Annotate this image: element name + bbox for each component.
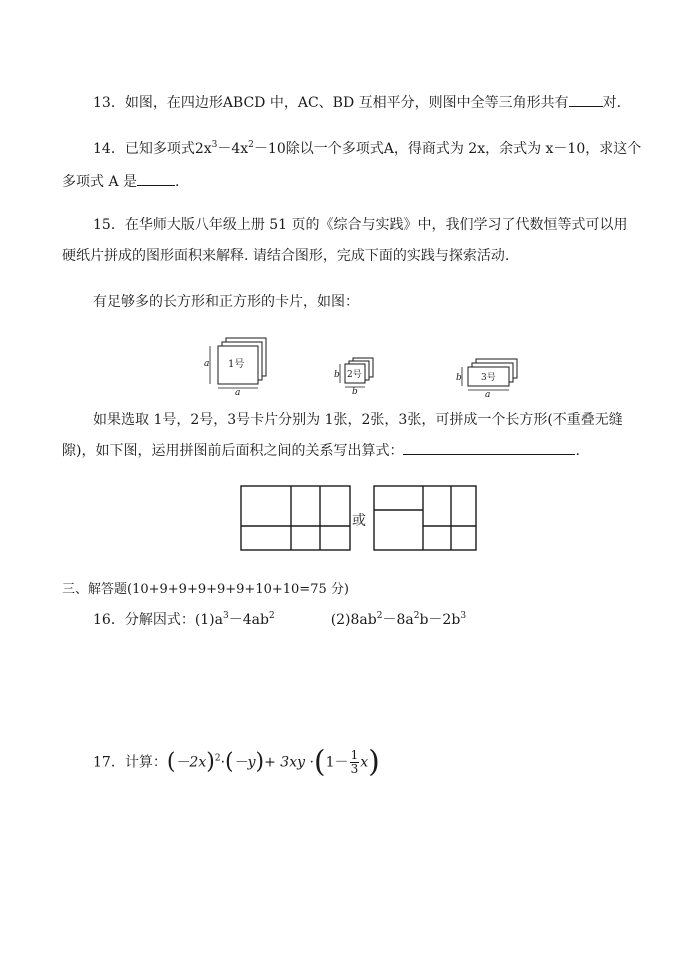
q17-variable-x: x: [360, 754, 369, 771]
q14-exp-2: 2: [248, 140, 254, 150]
paren-close-2: ): [255, 749, 265, 775]
q14-text-2: －4x: [217, 141, 249, 157]
card-2-label: 2号: [347, 370, 362, 380]
paren-open-1: (: [166, 749, 176, 775]
section-3-heading-text: 三、解答题(10+9+9+9+9+9+10+10=75 分): [62, 582, 349, 597]
question-15-line-4: [93, 411, 623, 429]
q16-text-1: 16．分解因式：(1)a: [93, 612, 223, 628]
paren-close-3: ): [368, 744, 380, 780]
paren-open-2: (: [225, 749, 234, 775]
fraction-numerator: 1: [350, 748, 359, 762]
q14-text-1: 14．已知多项式2x: [93, 141, 212, 157]
question-15-line-3: [93, 293, 359, 311]
q15-tail: .: [575, 443, 580, 459]
card-1-side-a-vertical: a: [204, 359, 210, 369]
rectangle-arrangement-1: [241, 486, 350, 550]
question-13: [93, 94, 621, 112]
card-3-side-b: b: [456, 373, 462, 383]
card-2-side-b-vertical: b: [334, 370, 340, 380]
connector-or: 或: [352, 513, 366, 529]
q16-exp-5: 3: [460, 611, 467, 621]
card-3-side-a: a: [485, 390, 491, 400]
q16-exp-2: 2: [268, 611, 275, 621]
q15-text-4: 如果选取 1号，2号，3号卡片分别为 1张，2张，3张，可拼成一个长方形(不重叠无缝: [93, 412, 623, 428]
fraction-one-third: [350, 749, 360, 776]
q16-text-2: －4ab: [228, 612, 269, 628]
q14-text-3: －10除以一个多项式A，得商式为 2x，余式为 x－10，求这个: [253, 141, 642, 157]
q17-plus-term: + 3xy ·: [264, 754, 314, 771]
question-15-line-1: [93, 216, 628, 234]
q17-dot: ·: [220, 754, 226, 771]
q16-text-3: (2)8ab: [330, 612, 377, 628]
card-1-label: 1号: [228, 359, 245, 370]
fraction-denominator: 3: [350, 762, 359, 776]
question-17: [93, 744, 380, 780]
q14-text-4: 多项式 A 是: [62, 174, 138, 190]
paren-close-1: ): [206, 749, 215, 775]
q15-text-1: 15．在华师大版八年级上册 51 页的《综合与实践》中，我们学习了代数恒等式可以用: [93, 217, 628, 233]
q17-one-minus: 1－: [325, 754, 349, 771]
question-15-line-5: [62, 442, 580, 460]
question-15-line-2: [62, 247, 509, 265]
rectangle-arrangement-2: [374, 486, 476, 550]
q16-text-4: －8a: [382, 612, 414, 628]
q16-exp-4: 2: [413, 611, 420, 621]
answer-blank-14[interactable]: [137, 173, 175, 186]
assembled-rectangles-figure: [0, 484, 688, 554]
question-14-line-1: [93, 140, 641, 158]
question-13-text: 13．如图，在四边形ABCD 中，AC、BD 互相平分，则图中全等三角形共有: [93, 95, 569, 111]
q17-term-2: －y: [233, 754, 256, 771]
section-3-heading: [62, 581, 349, 599]
q16-exp-1: 3: [223, 611, 229, 621]
q17-term-1: －2x: [175, 754, 207, 771]
q15-text-3: 有足够多的长方形和正方形的卡片，如图：: [93, 294, 359, 310]
question-13-tail: 对.: [602, 95, 622, 111]
card-figure: [0, 333, 688, 400]
paren-open-3: (: [313, 744, 326, 780]
answer-blank-13[interactable]: [569, 94, 603, 107]
q14-tail: .: [175, 174, 180, 190]
question-14-line-2: [62, 173, 179, 191]
q15-text-2: 硬纸片拼成的图形面积来解释. 请结合图形，完成下面的实践与探索活动.: [62, 248, 510, 264]
q16-exp-3: 2: [376, 611, 383, 621]
q17-label: 17．计算：: [93, 754, 167, 771]
card-1-side-a-horizontal: a: [235, 388, 241, 398]
q17-exponent: 2: [214, 753, 221, 764]
q14-exp-1: 3: [211, 140, 218, 150]
question-16: [93, 611, 466, 629]
answer-blank-15[interactable]: [403, 442, 575, 455]
q16-text-5: b－2b: [419, 612, 461, 628]
card-3-label: 3号: [481, 373, 496, 383]
q15-text-5: 隙)，如下图，运用拼图前后面积之间的关系写出算式：: [62, 443, 404, 459]
card-2-side-b-horizontal: b: [352, 387, 358, 397]
